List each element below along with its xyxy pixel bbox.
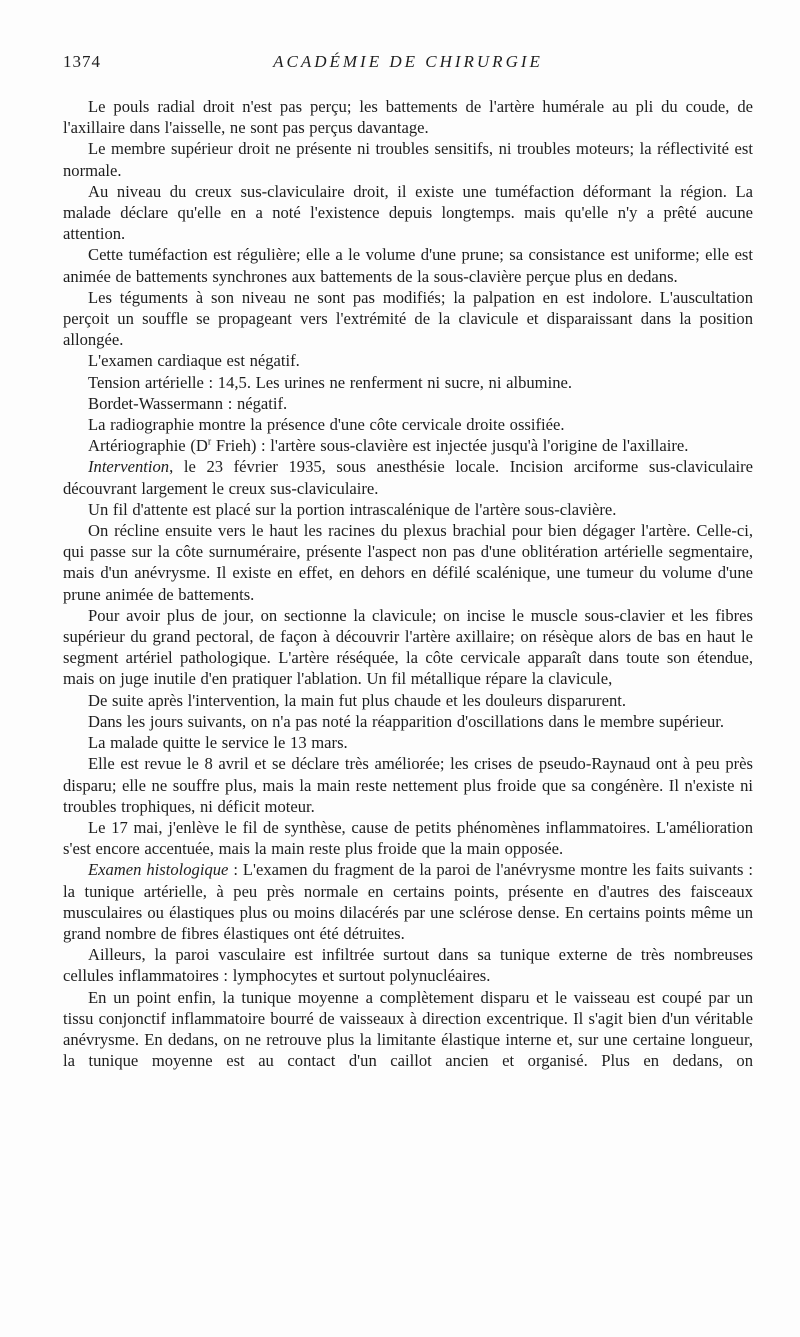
paragraph bbox=[63, 520, 753, 605]
paragraph-text: Frieh) : l'artère sous-clavière est injectée jusqu'à l'origine de l'axillaire. bbox=[211, 436, 689, 456]
paragraph-text: Pour avoir plus de jour, on sectionne la clavicule; on incise le muscle sous-clavier et les fibres supérieur du grand pectoral, de façon à découvrir l'artère axillaire; on résèque alors de bas en haut le segment artériel pathologique. L'artère réséquée, la côte cervicale apparaît dans toute son étendue, mais on juge inutile d'en pratiquer l'ablation. Un fil métallique répare la clavicule, bbox=[63, 605, 753, 689]
paragraph-text: Cette tuméfaction est régulière; elle a le volume d'une prune; sa consistance est uniforme; elle est animée de battements synchrones aux battements de la sous-clavière perçue plus en dedans. bbox=[63, 245, 753, 286]
body-text bbox=[63, 96, 753, 1071]
paragraph-text: Artériographie (D bbox=[88, 436, 208, 456]
paragraph-text: , le 23 février 1935, sous anesthésie locale. Incision arciforme sus-claviculaire découvrant largement le creux sus-claviculaire. bbox=[63, 457, 753, 498]
paragraph bbox=[63, 456, 753, 498]
paragraph bbox=[63, 859, 753, 944]
paragraph-text: On récline ensuite vers le haut les racines du plexus brachial pour bien dégager l'artère. Celle-ci, qui passe sur la côte surnuméraire, présente l'aspect non pas d'une oblitération artérielle segmentaire, mais d'un anévrysme. Il existe en effet, en dehors en défilé scalénique, une tumeur du volume d'une prune animée de battements. bbox=[63, 521, 753, 604]
paragraph bbox=[63, 372, 753, 393]
paragraph bbox=[63, 287, 753, 351]
paragraph bbox=[63, 96, 753, 138]
paragraph bbox=[63, 605, 753, 690]
paragraph-text: Dans les jours suivants, on n'a pas noté la réapparition d'oscillations dans le membre supérieur. bbox=[88, 711, 725, 731]
running-title: ACADÉMIE DE CHIRURGIE bbox=[273, 52, 543, 71]
paragraph-text: Bordet-Wassermann : négatif. bbox=[88, 393, 288, 413]
paragraph-text: La radiographie montre la présence d'une côte cervicale droite ossifiée. bbox=[88, 415, 565, 435]
paragraph-text: De suite après l'intervention, la main fut plus chaude et les douleurs disparurent. bbox=[88, 690, 626, 710]
paragraph-text: Les téguments à son niveau ne sont pas modifiés; la palpation en est indolore. L'auscultation perçoit un souffle se propageant vers l'extrémité de la clavicule et disparaissant dans la position allongée. bbox=[63, 287, 753, 350]
paragraph bbox=[63, 181, 753, 245]
section-lead: Intervention bbox=[88, 457, 170, 477]
paragraph-text: : L'examen du fragment de la paroi de l'anévrysme montre les faits suivants : la tunique artérielle, à peu près normale en certains points, présente en d'autres des faisceaux musculaires ou élastiques plus ou moins dilacérés par une sclérose dense. En certains points même un grand nombre de fibres élastiques ont été détruites. bbox=[63, 860, 754, 943]
section-lead: Examen histologique bbox=[88, 860, 229, 880]
paragraph bbox=[63, 711, 753, 732]
paragraph bbox=[63, 350, 753, 371]
paragraph-text: Un fil d'attente est placé sur la portion intrascalénique de l'artère sous-clavière. bbox=[88, 499, 617, 519]
paragraph bbox=[63, 414, 753, 435]
paragraph-text: Le membre supérieur droit ne présente ni troubles sensitifs, ni troubles moteurs; la réflectivité est normale. bbox=[63, 139, 753, 180]
page-number: 1374 bbox=[63, 52, 101, 71]
page-header bbox=[63, 52, 753, 74]
paragraph bbox=[63, 753, 753, 817]
paragraph bbox=[63, 435, 753, 456]
paragraph bbox=[63, 944, 753, 986]
paragraph bbox=[63, 987, 753, 1072]
paragraph-text: L'examen cardiaque est négatif. bbox=[88, 351, 300, 371]
paragraph bbox=[63, 393, 753, 414]
paragraph bbox=[63, 817, 753, 859]
paragraph-text: Ailleurs, la paroi vasculaire est infiltrée surtout dans sa tunique externe de très nombreuses cellules inflammatoires : lymphocytes et surtout polynucléaires. bbox=[63, 945, 753, 986]
paragraph-text: Elle est revue le 8 avril et se déclare très améliorée; les crises de pseudo-Raynaud ont à peu près disparu; elle ne souffre plus, mais la main reste nettement plus froide que sa congénère. Il n'existe ni troubles trophiques, ni déficit moteur. bbox=[63, 754, 753, 816]
paragraph-text: En un point enfin, la tunique moyenne a complètement disparu et le vaisseau est coupé par un tissu conjonctif inflammatoire bourré de vaisseaux à direction excentrique. Il s'agit bien d'un véritable anévrysme. En dedans, on ne retrouve plus la limitante élastique interne et, sur une certaine longueur, la tunique moyenne est au contact d'un caillot ancien et organisé. Plus en dedans, on bbox=[63, 987, 753, 1071]
superscript: r bbox=[207, 436, 212, 448]
paragraph-text: Le pouls radial droit n'est pas perçu; les battements de l'artère humérale au pli du coude, de l'axillaire dans l'aisselle, ne sont pas perçus davantage. bbox=[63, 97, 753, 138]
paragraph bbox=[63, 244, 753, 286]
paragraph bbox=[63, 138, 753, 180]
paragraph-text: La malade quitte le service le 13 mars. bbox=[88, 733, 348, 753]
paragraph-text: Tension artérielle : 14,5. Les urines ne renferment ni sucre, ni albumine. bbox=[88, 372, 573, 392]
paragraph bbox=[63, 690, 753, 711]
paragraph bbox=[63, 499, 753, 520]
paragraph bbox=[63, 732, 753, 753]
paragraph-text: Le 17 mai, j'enlève le fil de synthèse, cause de petits phénomènes inflammatoires. L'amélioration s'est encore accentuée, mais la main reste plus froide que la main opposée. bbox=[63, 817, 753, 859]
paragraph-text: Au niveau du creux sus-claviculaire droit, il existe une tuméfaction déformant la région. La malade déclare qu'elle en a noté l'existence depuis longtemps. mais qu'elle n'y a prêté aucune attention. bbox=[63, 181, 753, 244]
